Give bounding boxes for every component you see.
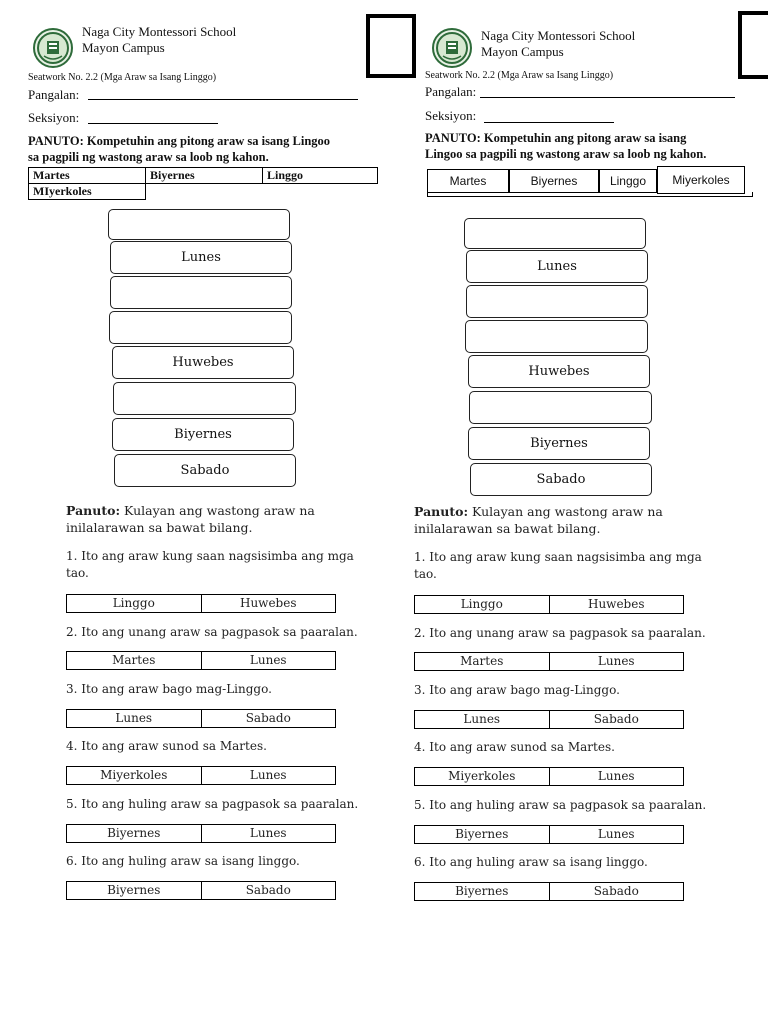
option-cell[interactable]: Linggo — [112, 596, 155, 610]
day-box-7[interactable]: Biyernes — [468, 427, 650, 460]
day-box-6[interactable] — [469, 391, 652, 424]
option-cell[interactable]: Lunes — [201, 767, 336, 784]
options-row-4 — [66, 766, 336, 785]
option-cell[interactable]: Lunes — [549, 653, 684, 670]
school-name: Naga City Montessori School — [82, 24, 237, 39]
answer-box — [738, 11, 768, 79]
options-row-2 — [66, 651, 336, 670]
day-box-3[interactable] — [110, 276, 292, 309]
instruction-1: PANUTO: Kompetuhin ang pitong araw sa isang Lingoo sa pagpili ng wastong araw sa loob ng kahon. — [28, 134, 331, 164]
option-cell[interactable]: Lunes — [115, 711, 153, 725]
option-cell[interactable]: Biyernes — [455, 884, 509, 898]
option-cell[interactable]: Miyerkoles — [448, 769, 516, 783]
day-box-1[interactable] — [464, 218, 646, 249]
instruction-2: Panuto: Kulayan ang wastong araw na inilalarawan sa bawat bilang. — [414, 504, 663, 536]
option-cell[interactable]: Biyernes — [107, 826, 161, 840]
option-cell[interactable]: Lunes — [201, 652, 336, 669]
option-cell[interactable]: Martes — [112, 653, 156, 667]
option-cell[interactable]: Sabado — [549, 711, 684, 728]
question-4: 4. Ito ang araw sunod sa Martes. — [414, 740, 615, 754]
question-3: 3. Ito ang araw bago mag-Linggo. — [414, 683, 620, 697]
choices-table — [28, 167, 378, 200]
option-cell[interactable]: Biyernes — [455, 827, 509, 841]
option-cell[interactable]: Martes — [460, 654, 504, 668]
day-box-1[interactable] — [108, 209, 290, 240]
choice-martes: Martes — [427, 169, 509, 193]
question-1: 1. Ito ang araw kung saan nagsisimba ang mga tao. — [66, 549, 354, 580]
day-box-2[interactable]: Lunes — [110, 241, 292, 274]
option-cell[interactable]: Miyerkoles — [100, 768, 168, 782]
worksheet-right — [384, 0, 768, 1024]
question-5: 5. Ito ang huling araw sa pagpasok sa paaralan. — [66, 797, 359, 811]
question-1: 1. Ito ang araw kung saan nagsisimba ang mga tao. — [414, 550, 702, 581]
options-row-5 — [414, 825, 684, 844]
question-3: 3. Ito ang araw bago mag-Linggo. — [66, 682, 272, 696]
option-cell[interactable]: Sabado — [201, 710, 336, 727]
option-cell[interactable]: Sabado — [201, 882, 336, 899]
options-row-6 — [414, 882, 684, 901]
day-box-7[interactable]: Biyernes — [112, 418, 294, 451]
question-4: 4. Ito ang araw sunod sa Martes. — [66, 739, 267, 753]
choice-miyerkoles: MIyerkoles — [29, 184, 146, 200]
name-line[interactable] — [88, 99, 358, 100]
section-line[interactable] — [88, 123, 218, 124]
option-cell[interactable]: Huwebes — [201, 595, 336, 612]
option-cell[interactable]: Lunes — [201, 825, 336, 842]
options-row-3 — [66, 709, 336, 728]
day-box-8[interactable]: Sabado — [114, 454, 296, 487]
option-cell[interactable]: Lunes — [549, 768, 684, 785]
choice-biyernes: Biyernes — [509, 169, 599, 193]
question-6: 6. Ito ang huling araw sa isang linggo. — [66, 854, 300, 868]
day-box-4[interactable] — [465, 320, 648, 353]
choice-miyerkoles: Miyerkoles — [657, 166, 745, 194]
option-cell[interactable]: Lunes — [463, 712, 501, 726]
name-label: Pangalan: — [425, 84, 477, 99]
day-box-8[interactable]: Sabado — [470, 463, 652, 496]
day-box-5[interactable]: Huwebes — [112, 346, 294, 379]
choice-biyernes: Biyernes — [146, 168, 263, 184]
options-row-4 — [414, 767, 684, 786]
seatwork-title: Seatwork No. 2.2 (Mga Araw sa Isang Linggo) — [425, 70, 614, 81]
campus-name: Mayon Campus — [82, 40, 165, 55]
choice-martes: Martes — [29, 168, 146, 184]
school-name: Naga City Montessori School — [481, 28, 636, 43]
day-box-3[interactable] — [466, 285, 648, 318]
question-5: 5. Ito ang huling araw sa pagpasok sa paaralan. — [414, 798, 707, 812]
choices-table — [427, 169, 745, 194]
options-row-3 — [414, 710, 684, 729]
option-cell[interactable]: Sabado — [549, 883, 684, 900]
section-label: Seksiyon: — [28, 110, 80, 125]
day-box-4[interactable] — [109, 311, 292, 344]
name-line[interactable] — [480, 97, 735, 98]
day-box-5[interactable]: Huwebes — [468, 355, 650, 388]
question-2: 2. Ito ang unang araw sa pagpasok sa paaralan. — [66, 625, 358, 639]
option-cell[interactable]: Lunes — [549, 826, 684, 843]
school-header — [481, 28, 635, 60]
day-box-2[interactable]: Lunes — [466, 250, 648, 283]
school-header — [82, 24, 236, 56]
choices-table-edge — [427, 192, 753, 197]
day-box-6[interactable] — [113, 382, 296, 415]
section-label: Seksiyon: — [425, 108, 477, 123]
option-cell[interactable]: Linggo — [460, 597, 503, 611]
question-6: 6. Ito ang huling araw sa isang linggo. — [414, 855, 648, 869]
seatwork-title: Seatwork No. 2.2 (Mga Araw sa Isang Linggo) — [28, 72, 217, 83]
options-row-1 — [414, 595, 684, 614]
options-row-1 — [66, 594, 336, 613]
option-cell[interactable]: Huwebes — [549, 596, 684, 613]
section-line[interactable] — [484, 122, 614, 123]
choice-linggo: Linggo — [599, 169, 657, 193]
school-seal-icon — [432, 28, 472, 68]
options-row-5 — [66, 824, 336, 843]
school-seal-icon — [33, 28, 73, 68]
question-2: 2. Ito ang unang araw sa pagpasok sa paaralan. — [414, 626, 706, 640]
options-row-2 — [414, 652, 684, 671]
instruction-1: PANUTO: Kompetuhin ang pitong araw sa isang Lingoo sa pagpili ng wastong araw sa loob ng kahon. — [425, 131, 707, 161]
options-row-6 — [66, 881, 336, 900]
instruction-2: Panuto: Kulayan ang wastong araw na inilalarawan sa bawat bilang. — [66, 503, 315, 535]
option-cell[interactable]: Biyernes — [107, 883, 161, 897]
name-label: Pangalan: — [28, 87, 80, 102]
campus-name: Mayon Campus — [481, 44, 564, 59]
choice-linggo: Linggo — [263, 168, 378, 184]
